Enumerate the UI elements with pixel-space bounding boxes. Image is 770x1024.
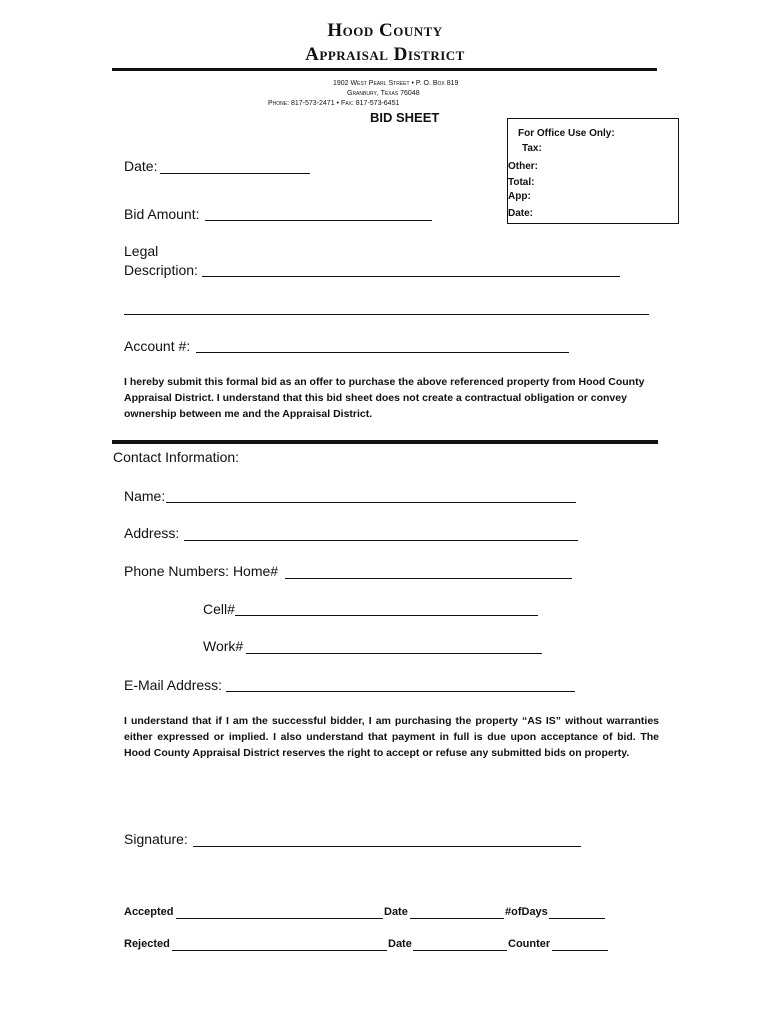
counter-label: Counter xyxy=(508,938,551,950)
signature-field[interactable] xyxy=(193,846,581,847)
office-app: App: xyxy=(508,191,531,202)
terms-statement: I understand that if I am the successful bidder, I am purchasing the property “AS IS” without warranties either expressed or implied. I also understand that payment in full is due upon acceptance of bid. The Hood County Appraisal District reserves the right to accept or refuse any submitted bids on property. xyxy=(124,715,659,759)
phone-home-label: Phone Numbers: Home# xyxy=(124,563,279,579)
name-field[interactable] xyxy=(166,502,576,503)
rejected-field[interactable] xyxy=(172,950,387,951)
bid-amount-field[interactable] xyxy=(205,220,432,221)
accepted-field[interactable] xyxy=(176,918,383,919)
bid-statement: I hereby submit this formal bid as an offer to purchase the above referenced property from Hood County Appraisal District. I understand that this bid sheet does not create a contractual obligation or convey ownership between me and the Appraisal District. xyxy=(124,376,645,420)
date-label: Date: xyxy=(124,158,158,174)
office-other: Other: xyxy=(508,161,538,172)
account-label: Account #: xyxy=(124,338,191,354)
rejected-date-label: Date xyxy=(388,938,412,950)
title-line-1: Hood County xyxy=(327,20,443,41)
bid-amount-label: Bid Amount: xyxy=(124,206,200,222)
phone-home-field[interactable] xyxy=(285,578,572,579)
office-tax: Tax: xyxy=(522,143,542,154)
form-title: BID SHEET xyxy=(370,110,440,125)
of-days-label: #ofDays xyxy=(505,906,548,918)
address-line-3: Phone: 817-573-2471 • Fax: 817-573-6451 xyxy=(268,100,400,107)
legal-label-1: Legal xyxy=(124,243,159,259)
email-label: E-Mail Address: xyxy=(124,677,223,693)
cell-field[interactable] xyxy=(235,615,538,616)
office-date: Date: xyxy=(508,208,534,219)
rejected-label: Rejected xyxy=(124,938,170,950)
address-line-1: 1902 West Pearl Street • P. O. Box 819 xyxy=(333,80,459,87)
legal-description-field-2[interactable] xyxy=(124,314,649,315)
accepted-date-field[interactable] xyxy=(410,918,504,919)
address-line-2: Granbury, Texas 76048 xyxy=(347,90,420,97)
counter-field[interactable] xyxy=(552,950,608,951)
account-field[interactable] xyxy=(196,352,569,353)
legal-description-field[interactable] xyxy=(202,276,620,277)
of-days-field[interactable] xyxy=(549,918,605,919)
work-field[interactable] xyxy=(246,653,542,654)
date-field[interactable] xyxy=(160,173,310,174)
address-label: Address: xyxy=(124,525,180,541)
signature-label: Signature: xyxy=(124,831,188,847)
office-total: Total: xyxy=(508,177,535,188)
work-label: Work# xyxy=(203,638,244,654)
title-line-2: Appraisal District xyxy=(305,44,465,65)
name-label: Name: xyxy=(124,488,166,504)
address-field[interactable] xyxy=(184,540,578,541)
cell-label: Cell# xyxy=(203,601,235,617)
accepted-date-label: Date xyxy=(384,906,408,918)
legal-label-2: Description: xyxy=(124,262,198,278)
section-rule xyxy=(112,440,658,444)
rejected-date-field[interactable] xyxy=(413,950,507,951)
accepted-label: Accepted xyxy=(124,906,174,918)
contact-heading: Contact Information: xyxy=(113,449,240,465)
office-heading: For Office Use Only: xyxy=(518,128,615,139)
office-use-box xyxy=(507,118,679,224)
header-rule xyxy=(112,68,657,71)
email-field[interactable] xyxy=(226,691,575,692)
